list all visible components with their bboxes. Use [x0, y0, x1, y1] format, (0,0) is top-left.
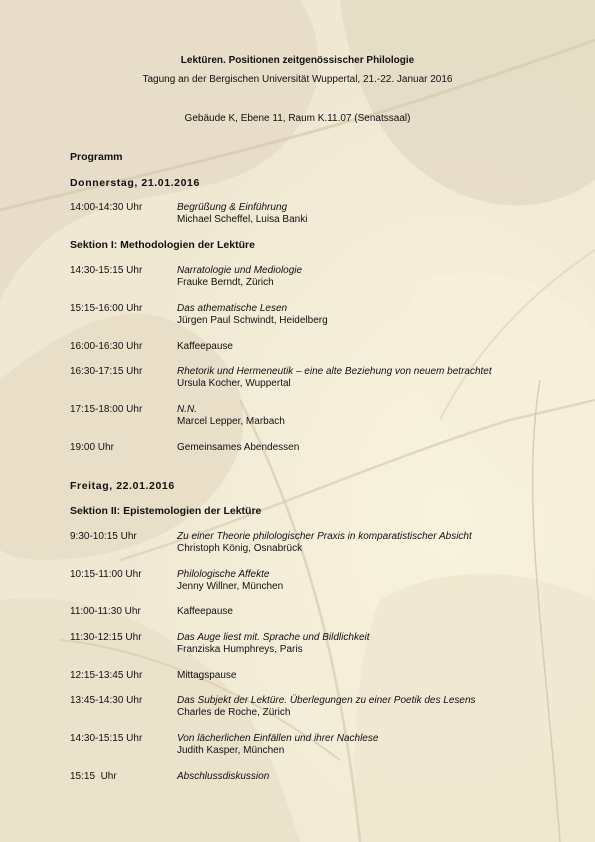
entry-time: 13:45-14:30 Uhr	[70, 695, 143, 706]
entry-title: Das Auge liest mit. Sprache und Bildlichkeit	[177, 632, 370, 643]
entry-speaker: Jenny Willner, München	[177, 581, 284, 592]
entry-title: Das Subjekt der Lektüre. Überlegungen zu einer Poetik des Lesens	[177, 695, 476, 706]
entry-speaker: Frauke Berndt, Zürich	[177, 277, 274, 288]
entry-speaker: Franziska Humphreys, Paris	[177, 644, 303, 655]
entry-time: 14:30-15:15 Uhr	[70, 733, 143, 744]
entry-title: Narratologie und Mediologie	[177, 265, 303, 276]
entry-time: 19:00 Uhr	[70, 442, 114, 453]
entry-time: 15:15 Uhr	[70, 771, 117, 782]
entry-title: Von lächerlichen Einfällen und ihrer Nachlese	[177, 733, 379, 744]
entry-time: 17:15-18:00 Uhr	[70, 404, 143, 415]
day-heading-thursday: Donnerstag, 21.01.2016	[70, 177, 200, 189]
entry-time: 9:30-10:15 Uhr	[70, 531, 137, 542]
entry-title: Zu einer Theorie philologischer Praxis in komparatistischer Absicht	[177, 531, 472, 542]
section-heading-1: Sektion I: Methodologien der Lektüre	[70, 239, 255, 251]
conference-location: Gebäude K, Ebene 11, Raum K.11.07 (Senatssaal)	[184, 113, 411, 124]
entry-time: 12:15-13:45 Uhr	[70, 670, 143, 681]
section-heading-2: Sektion II: Epistemologien der Lektüre	[70, 505, 262, 517]
entry-title: Begrüßung & Einführung	[177, 202, 288, 213]
entry-speaker: Michael Scheffel, Luisa Banki	[177, 214, 308, 225]
entry-time: 11:00-11:30 Uhr	[70, 606, 141, 617]
program-heading: Programm	[70, 151, 123, 163]
conference-subtitle: Tagung an der Bergischen Universität Wuppertal, 21.-22. Januar 2016	[142, 74, 453, 85]
entry-title: Rhetorik und Hermeneutik – eine alte Beziehung von neuem betrachtet	[177, 366, 492, 377]
entry-title: N.N.	[177, 404, 197, 415]
entry-time: 14:00-14:30 Uhr	[70, 202, 143, 213]
entry-speaker: Charles de Roche, Zürich	[177, 707, 291, 718]
entry-time: 10:15-11:00 Uhr	[70, 569, 142, 580]
entry-speaker: Christoph König, Osnabrück	[177, 543, 303, 554]
entry-speaker: Marcel Lepper, Marbach	[177, 416, 285, 427]
entry-speaker: Judith Kasper, München	[177, 745, 285, 756]
entry-title: Abschlussdiskussion	[177, 771, 270, 782]
conference-title: Lektüren. Positionen zeitgenössischer Philologie	[180, 55, 415, 66]
day-heading-friday: Freitag, 22.01.2016	[70, 480, 175, 492]
entry-break: Kaffeepause	[177, 606, 233, 617]
entry-time: 15:15-16:00 Uhr	[70, 303, 143, 314]
entry-time: 11:30-12:15 Uhr	[70, 632, 142, 643]
entry-break: Kaffeepause	[177, 341, 233, 352]
entry-title: Philologische Affekte	[177, 569, 270, 580]
entry-time: 16:30-17:15 Uhr	[70, 366, 143, 377]
entry-time: 14:30-15:15 Uhr	[70, 265, 143, 276]
entry-break: Mittagspause	[177, 670, 237, 681]
entry-speaker: Ursula Kocher, Wuppertal	[177, 378, 291, 389]
entry-speaker: Jürgen Paul Schwindt, Heidelberg	[177, 315, 328, 326]
entry-time: 16:00-16:30 Uhr	[70, 341, 143, 352]
entry-dinner: Gemeinsames Abendessen	[177, 442, 300, 453]
entry-title: Das athematische Lesen	[177, 303, 288, 314]
